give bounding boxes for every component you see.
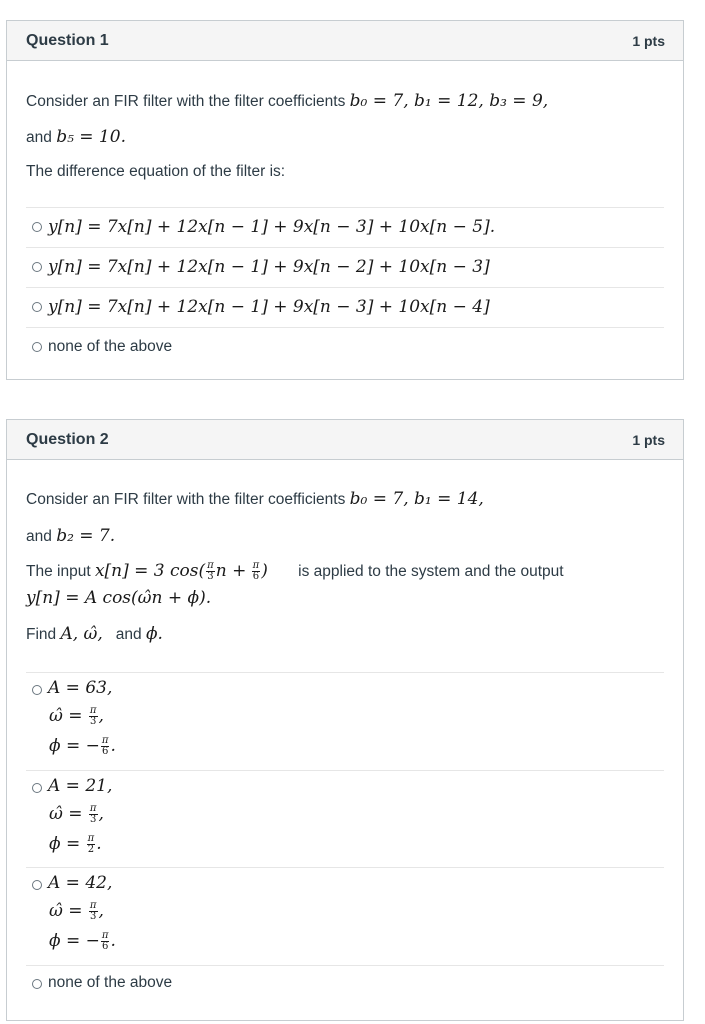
question-1-points: 1 pts <box>632 32 665 49</box>
q2-prompt-text: Consider an FIR filter with the filter coefficients <box>26 491 346 508</box>
radio-button[interactable] <box>32 342 42 352</box>
q1-answer-option[interactable] <box>26 287 664 328</box>
question-2-card <box>6 419 684 1021</box>
fraction-pi-over-3: $\frac{\pi}{3}$ <box>207 560 214 583</box>
fraction-pi-over-6: $\frac{\pi}{6}$ <box>252 560 260 583</box>
question-1-title: Question 1 <box>26 31 109 49</box>
q2-input-math-mid: n + <box>215 561 247 581</box>
radio-button[interactable] <box>32 302 42 312</box>
q2-answer-2-frequency: ω̂ = $\frac{\pi}{3}$ , <box>49 803 104 825</box>
q1-prompt-line3: The difference equation of the filter is: <box>26 163 286 180</box>
q2-find-and: and <box>115 626 142 643</box>
q2-answer-3-amplitude: A = 42, <box>48 873 113 893</box>
q2-input-math: x[n] = 3 cos( <box>94 561 206 581</box>
q2-answer-1-amplitude: A = 63, <box>48 678 113 698</box>
q2-answer-option[interactable] <box>26 672 664 771</box>
radio-button[interactable] <box>32 685 42 695</box>
q1-coefficient-b5-math: b₅ = 10. <box>56 127 126 147</box>
q1-coefficients-math: b₀ = 7, b₁ = 12, b₃ = 9, <box>349 91 549 111</box>
radio-button[interactable] <box>32 262 42 272</box>
radio-button[interactable] <box>32 783 42 793</box>
question-1-card <box>6 20 684 380</box>
radio-button[interactable] <box>32 880 42 890</box>
q2-input-math-close: ) <box>261 561 268 581</box>
q2-answer-option[interactable] <box>26 770 664 868</box>
q2-answer-1-phase: ϕ = − $\frac{\pi}{6}$ . <box>49 735 116 757</box>
q1-prompt-line2 <box>26 127 126 147</box>
question-2-title: Question 2 <box>26 430 109 448</box>
q2-input-suffix: is applied to the system and the output <box>298 563 564 580</box>
q1-and-text: and <box>26 129 52 146</box>
q2-answer-3-phase: ϕ = − $\frac{\pi}{6}$ . <box>49 930 116 952</box>
q1-answer-option[interactable] <box>26 207 664 248</box>
q2-prompt-line2 <box>26 526 115 546</box>
radio-button[interactable] <box>32 979 42 989</box>
q2-find-phi: ϕ. <box>145 624 163 644</box>
q2-prompt-line1 <box>26 489 484 509</box>
q2-answer-option[interactable] <box>26 965 664 1006</box>
q1-answer-3-text: y[n] = 7x[n] + 12x[n − 1] + 9x[n − 3] + 10x[n − 4] <box>48 297 490 317</box>
question-1-body <box>7 61 683 379</box>
q2-find-line <box>26 624 163 644</box>
q2-answer-2-phase: ϕ = $\frac{\pi}{2}$ . <box>49 833 102 855</box>
question-2-header <box>7 420 683 460</box>
question-2-points: 1 pts <box>632 431 665 448</box>
q2-find-label: Find <box>26 626 57 643</box>
q1-answer-1-text: y[n] = 7x[n] + 12x[n − 1] + 9x[n − 3] + 10x[n − 5]. <box>48 217 496 237</box>
radio-button[interactable] <box>32 222 42 232</box>
q1-answer-option[interactable] <box>26 247 664 288</box>
q1-prompt-text: Consider an FIR filter with the filter coefficients <box>26 93 346 110</box>
q2-and-text: and <box>26 528 52 545</box>
q2-answer-2-amplitude: A = 21, <box>48 776 113 796</box>
q2-coefficient-b2-math: b₂ = 7. <box>56 526 116 546</box>
q1-answer-2-text: y[n] = 7x[n] + 12x[n − 1] + 9x[n − 2] + 10x[n − 3] <box>48 257 490 277</box>
q2-answer-1-frequency: ω̂ = $\frac{\pi}{3}$ , <box>49 705 104 727</box>
q2-output-math: y[n] = A cos(ω̂n + ϕ). <box>26 588 212 608</box>
question-1-header <box>7 21 683 61</box>
q1-answer-4-text: none of the above <box>48 338 173 355</box>
q2-output-line <box>26 588 211 608</box>
q2-answer-option[interactable] <box>26 867 664 966</box>
q2-coefficients-math: b₀ = 7, b₁ = 14, <box>349 489 484 509</box>
q1-answer-option[interactable] <box>26 327 664 368</box>
q2-input-line <box>26 561 564 582</box>
q1-prompt-line1 <box>26 91 548 111</box>
q2-input-label: The input <box>26 563 91 580</box>
q2-find-math: A, ω̂, <box>60 624 103 644</box>
q2-answer-3-frequency: ω̂ = $\frac{\pi}{3}$ , <box>49 900 104 922</box>
question-2-body <box>7 460 683 1020</box>
q2-answer-4-text: none of the above <box>48 974 173 991</box>
